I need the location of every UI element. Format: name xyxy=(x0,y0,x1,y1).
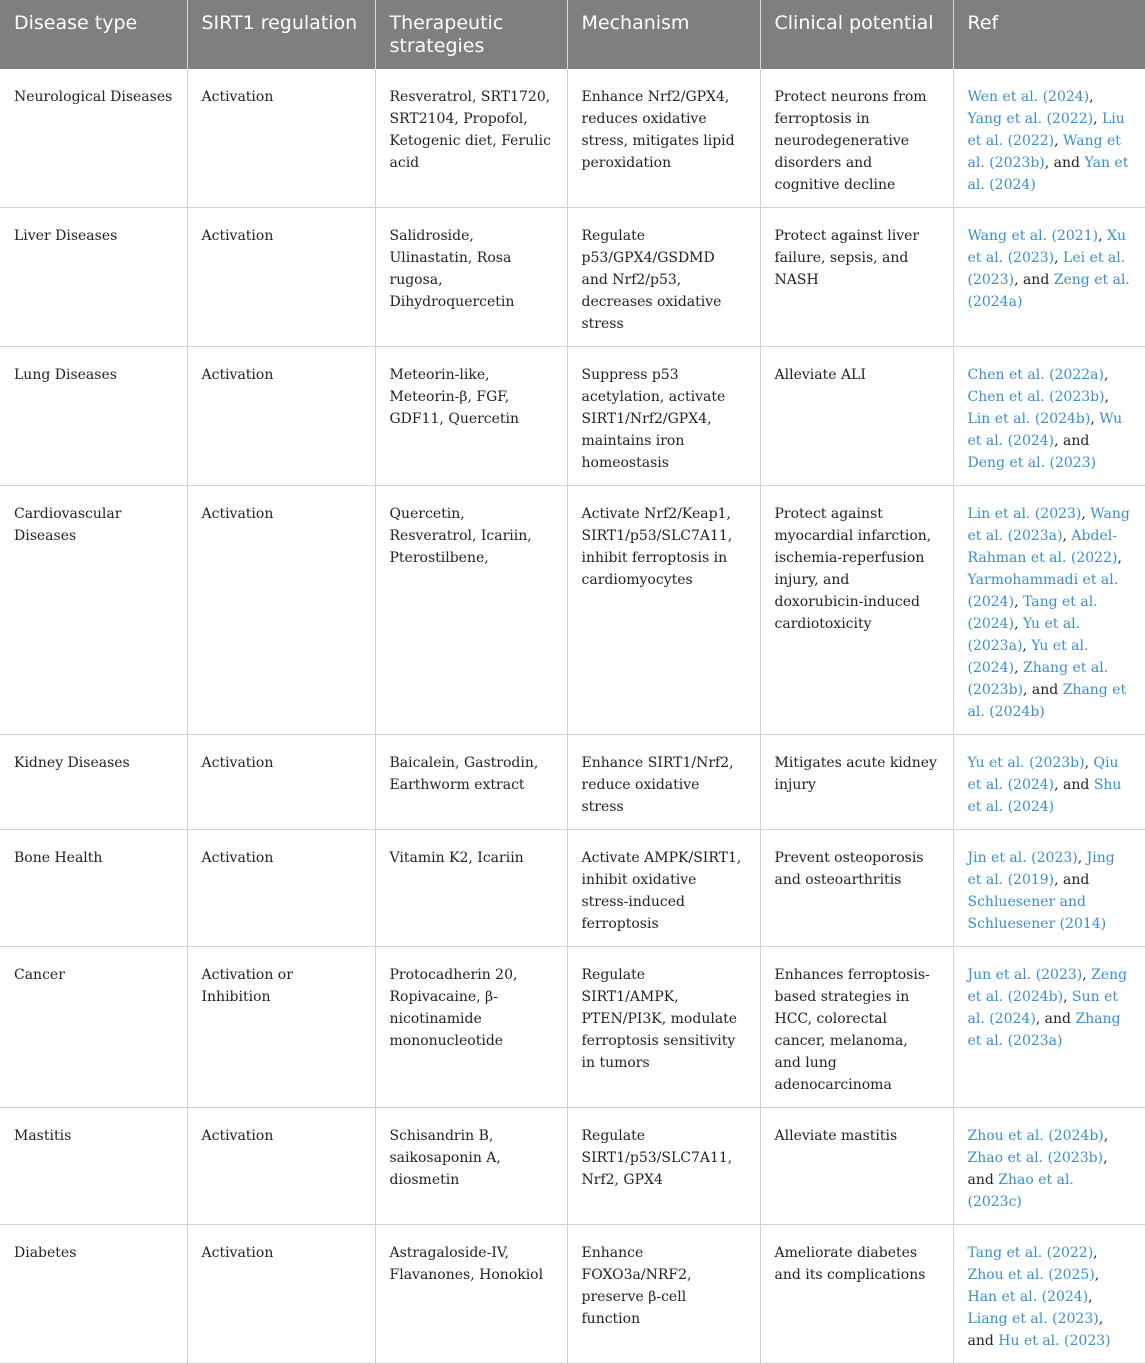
clinical-potential-cell: Alleviate mastitis xyxy=(760,1108,953,1225)
ref-separator: , xyxy=(1022,638,1032,654)
ref-separator: , xyxy=(1117,550,1122,566)
disease-type-cell: Kidney Diseases xyxy=(0,735,187,830)
ref-link[interactable]: Han et al. (2024) xyxy=(967,1289,1089,1305)
ref-separator: , xyxy=(1014,594,1023,610)
therapeutic-strategies-cell: Baicalein, Gastrodin, Earthworm extract xyxy=(375,735,567,830)
header-ref: Ref xyxy=(953,0,1145,69)
header-row xyxy=(0,0,1145,69)
ref-link[interactable]: Sun et al. (2024) xyxy=(967,989,1119,1027)
ref-link[interactable]: Zeng et al. (2024b) xyxy=(967,967,1128,1005)
ref-separator: , xyxy=(1090,411,1100,427)
disease-type-cell: Cardiovascular Diseases xyxy=(0,486,187,735)
ref-cell xyxy=(953,947,1145,1108)
ref-cell xyxy=(953,735,1145,830)
ref-link[interactable]: Zhang et al. (2023a) xyxy=(967,1011,1121,1049)
ref-separator: , xyxy=(1093,1245,1098,1261)
ref-link[interactable]: Yu et al. (2023a) xyxy=(967,616,1081,654)
therapeutic-strategies-cell: Meteorin-like, Meteorin-β, FGF, GDF11, Quercetin xyxy=(375,347,567,486)
table-header xyxy=(0,0,1145,69)
ref-cell xyxy=(953,830,1145,947)
clinical-potential-cell: Protect against liver failure, sepsis, and NASH xyxy=(760,208,953,347)
ref-separator: , and xyxy=(1054,433,1090,449)
ref-link[interactable]: Chen et al. (2023b) xyxy=(967,389,1105,405)
sirt1-regulation-cell: Activation xyxy=(187,347,375,486)
ref-link[interactable]: Zhao et al. (2023c) xyxy=(967,1172,1074,1210)
ref-link[interactable]: Lei et al. (2023) xyxy=(967,250,1126,288)
header-disease-type: Disease type xyxy=(0,0,187,69)
clinical-potential-cell: Enhances ferroptosis-based strategies in HCC, colorectal cancer, melanoma, and lung adenocarcinoma xyxy=(760,947,953,1108)
ref-cell xyxy=(953,486,1145,735)
ref-link[interactable]: Jun et al. (2023) xyxy=(967,967,1083,983)
header-sirt1-regulation: SIRT1 regulation xyxy=(187,0,375,69)
mechanism-cell: Enhance Nrf2/GPX4, reduces oxidative stress, mitigates lipid peroxidation xyxy=(567,69,760,208)
table-row xyxy=(0,486,1145,735)
ref-separator: , xyxy=(1094,1267,1100,1283)
ref-link[interactable]: Abdel-Rahman et al. (2022) xyxy=(967,528,1118,566)
sirt1-regulation-cell: Activation or Inhibition xyxy=(187,947,375,1108)
ref-separator: , xyxy=(1077,850,1087,866)
ref-link[interactable]: Zhou et al. (2025) xyxy=(967,1267,1095,1283)
table-row xyxy=(0,1108,1145,1225)
ref-separator: , xyxy=(1084,755,1094,771)
ref-link[interactable]: Yan et al. (2024) xyxy=(967,155,1129,193)
ref-separator: , xyxy=(1054,250,1064,266)
header-therapeutic-strategies: Therapeutic strategies xyxy=(375,0,567,69)
ref-link[interactable]: Wang et al. (2023a) xyxy=(967,506,1130,544)
ref-link[interactable]: Zhao et al. (2023b) xyxy=(967,1150,1104,1166)
ref-link[interactable]: Tang et al. (2022) xyxy=(967,1245,1094,1261)
ref-separator: , and xyxy=(1044,155,1085,171)
ref-separator: , xyxy=(1082,967,1092,983)
ref-separator: , and xyxy=(967,1311,1104,1349)
mechanism-cell: Activate AMPK/SIRT1, inhibit oxidative stress-induced ferroptosis xyxy=(567,830,760,947)
disease-type-cell: Lung Diseases xyxy=(0,347,187,486)
table-body xyxy=(0,69,1145,1364)
ref-link[interactable]: Chen et al. (2022a) xyxy=(967,367,1104,383)
ref-link[interactable]: Schluesener and Schluesener (2014) xyxy=(967,894,1107,932)
disease-type-cell: Liver Diseases xyxy=(0,208,187,347)
ref-separator: , and xyxy=(1054,872,1090,888)
mechanism-cell: Suppress p53 acetylation, activate SIRT1/Nrf2/GPX4, maintains iron homeostasis xyxy=(567,347,760,486)
table-row xyxy=(0,1225,1145,1364)
header-clinical-potential: Clinical potential xyxy=(760,0,953,69)
mechanism-cell: Regulate SIRT1/AMPK, PTEN/PI3K, modulate ferroptosis sensitivity in tumors xyxy=(567,947,760,1108)
ref-separator: , xyxy=(1103,1128,1109,1144)
ref-link[interactable]: Wang et al. (2023b) xyxy=(967,133,1121,171)
ref-link[interactable]: Qiu et al. (2024) xyxy=(967,755,1119,793)
clinical-potential-cell: Mitigates acute kidney injury xyxy=(760,735,953,830)
ref-separator: , and xyxy=(1054,777,1094,793)
ref-separator: , and xyxy=(1014,272,1054,288)
ref-link[interactable]: Deng et al. (2023) xyxy=(967,455,1097,471)
table-row xyxy=(0,830,1145,947)
therapeutic-strategies-cell: Salidroside, Ulinastatin, Rosa rugosa, Dihydroquercetin xyxy=(375,208,567,347)
ref-cell xyxy=(953,208,1145,347)
ref-separator: , xyxy=(1062,528,1072,544)
ref-separator: , xyxy=(1104,389,1110,405)
disease-type-cell: Mastitis xyxy=(0,1108,187,1225)
ref-link[interactable]: Jin et al. (2023) xyxy=(967,850,1078,866)
sirt1-regulation-cell: Activation xyxy=(187,69,375,208)
sirt1-regulation-cell: Activation xyxy=(187,735,375,830)
table-row xyxy=(0,947,1145,1108)
table-row xyxy=(0,69,1145,208)
disease-type-cell: Diabetes xyxy=(0,1225,187,1364)
sirt1-regulation-cell: Activation xyxy=(187,1225,375,1364)
ref-separator: , xyxy=(1081,506,1091,522)
disease-type-cell: Cancer xyxy=(0,947,187,1108)
clinical-potential-cell: Alleviate ALI xyxy=(760,347,953,486)
ref-link[interactable]: Xu et al. (2023) xyxy=(967,228,1126,266)
table-row xyxy=(0,208,1145,347)
ref-separator: , xyxy=(1103,367,1109,383)
disease-type-cell: Neurological Diseases xyxy=(0,69,187,208)
ref-link[interactable]: Zhou et al. (2024b) xyxy=(967,1128,1104,1144)
mechanism-cell: Activate Nrf2/Keap1, SIRT1/p53/SLC7A11, inhibit ferroptosis in cardiomyocytes xyxy=(567,486,760,735)
ref-link[interactable]: Wang et al. (2021) xyxy=(967,228,1099,244)
therapeutic-strategies-cell: Vitamin K2, Icariin xyxy=(375,830,567,947)
sirt1-regulation-cell: Activation xyxy=(187,486,375,735)
ref-cell xyxy=(953,1108,1145,1225)
ref-cell xyxy=(953,1225,1145,1364)
ref-link[interactable]: Yang et al. (2022) xyxy=(967,111,1094,127)
ref-link[interactable]: Lin et al. (2024b) xyxy=(967,411,1091,427)
ref-cell xyxy=(953,69,1145,208)
mechanism-cell: Regulate SIRT1/p53/SLC7A11, Nrf2, GPX4 xyxy=(567,1108,760,1225)
ref-link[interactable]: Hu et al. (2023) xyxy=(998,1333,1111,1349)
therapeutic-strategies-cell: Protocadherin 20, Ropivacaine, β-nicotinamide mononucleotide xyxy=(375,947,567,1108)
ref-link[interactable]: Tang et al. (2024) xyxy=(967,594,1098,632)
mechanism-cell: Enhance FOXO3a/NRF2, preserve β-cell function xyxy=(567,1225,760,1364)
mechanism-cell: Enhance SIRT1/Nrf2, reduce oxidative stress xyxy=(567,735,760,830)
ref-link[interactable]: Shu et al. (2024) xyxy=(967,777,1122,815)
ref-link[interactable]: Zhang et al. (2024b) xyxy=(967,682,1127,720)
therapeutic-strategies-cell: Resveratrol, SRT1720, SRT2104, Propofol, Ketogenic diet, Ferulic acid xyxy=(375,69,567,208)
clinical-potential-cell: Ameliorate diabetes and its complications xyxy=(760,1225,953,1364)
ref-link[interactable]: Lin et al. (2023) xyxy=(967,506,1082,522)
disease-type-cell: Bone Health xyxy=(0,830,187,947)
ref-link[interactable]: Zhang et al. (2023b) xyxy=(967,660,1109,698)
clinical-potential-cell: Protect against myocardial infarction, ischemia-reperfusion injury, and doxorubicin-induced cardiotoxicity xyxy=(760,486,953,735)
ref-separator: , xyxy=(1014,616,1023,632)
sirt1-regulation-cell: Activation xyxy=(187,208,375,347)
ref-link[interactable]: Wu et al. (2024) xyxy=(967,411,1123,449)
ref-separator: , xyxy=(1093,111,1102,127)
clinical-potential-cell: Protect neurons from ferroptosis in neurodegenerative disorders and cognitive decline xyxy=(760,69,953,208)
ref-separator: , xyxy=(1014,660,1023,676)
clinical-potential-cell: Prevent osteoporosis and osteoarthritis xyxy=(760,830,953,947)
ref-link[interactable]: Yu et al. (2023b) xyxy=(967,755,1085,771)
sirt1-regulation-cell: Activation xyxy=(187,830,375,947)
ref-link[interactable]: Jing et al. (2019) xyxy=(967,850,1115,888)
ref-link[interactable]: Liu et al. (2022) xyxy=(967,111,1125,149)
mechanism-cell: Regulate p53/GPX4/GSDMD and Nrf2/p53, decreases oxidative stress xyxy=(567,208,760,347)
table-row xyxy=(0,735,1145,830)
ref-link[interactable]: Zeng et al. (2024a) xyxy=(967,272,1130,310)
ref-separator: , and xyxy=(1023,682,1063,698)
ref-cell xyxy=(953,347,1145,486)
ref-link[interactable]: Wen et al. (2024) xyxy=(967,89,1090,105)
header-mechanism: Mechanism xyxy=(567,0,760,69)
therapeutic-strategies-cell: Schisandrin B, saikosaponin A, diosmetin xyxy=(375,1108,567,1225)
therapeutic-strategies-cell: Quercetin, Resveratrol, Icariin, Pterostilbene, xyxy=(375,486,567,735)
ref-separator: , and xyxy=(967,1150,1108,1188)
ref-separator: , xyxy=(1063,989,1073,1005)
therapeutic-strategies-cell: Astragaloside-IV, Flavanones, Honokiol xyxy=(375,1225,567,1364)
ref-separator: , xyxy=(1088,1289,1093,1305)
ref-separator: , and xyxy=(1035,1011,1076,1027)
sirt1-regulation-cell: Activation xyxy=(187,1108,375,1225)
ref-link[interactable]: Yu et al. (2024) xyxy=(967,638,1089,676)
table-row xyxy=(0,347,1145,486)
ref-separator: , xyxy=(1054,133,1064,149)
ref-separator: , xyxy=(1089,89,1094,105)
ref-link[interactable]: Yarmohammadi et al. (2024) xyxy=(967,572,1119,610)
ref-link[interactable]: Liang et al. (2023) xyxy=(967,1311,1099,1327)
ref-separator: , xyxy=(1098,228,1107,244)
